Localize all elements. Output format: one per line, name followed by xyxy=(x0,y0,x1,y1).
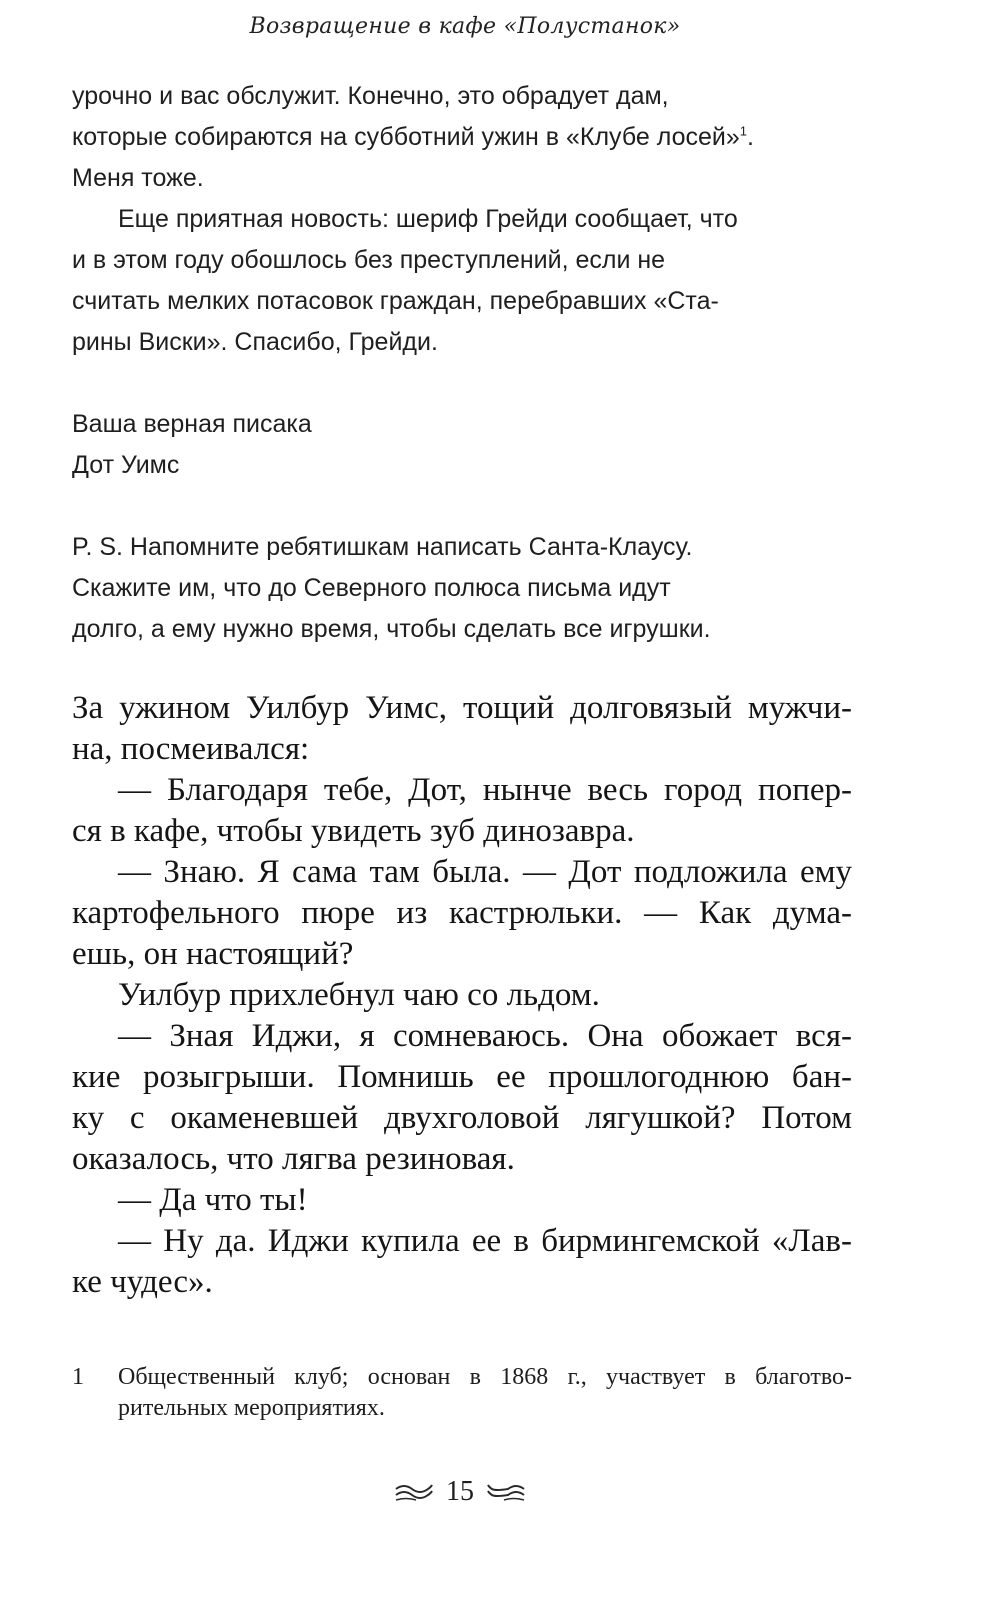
text-line: — Да что ты! xyxy=(118,1182,308,1218)
footnote-ref[interactable]: 1 xyxy=(739,123,748,139)
footnote xyxy=(72,1362,852,1424)
text-line: — Знаю. Я сама там была. — Дот подложила ему xyxy=(118,854,852,890)
text-line: долго, а ему нужно время, чтобы сделать все игрушки. xyxy=(72,615,711,643)
text-line: на, посмеивался: xyxy=(72,731,310,767)
signoff-text: Ваша верная писака xyxy=(72,410,312,438)
text-line: За ужином Уилбур Уимс, тощий долговязый мужчи- xyxy=(72,690,852,726)
right-wave-ornament-icon xyxy=(486,1481,526,1503)
text-line: P. S. Напомните ребятишкам написать Санта-Клаусу. xyxy=(72,533,693,561)
narrative-text xyxy=(72,688,852,1303)
text-line: Скажите им, что до Северного полюса письма идут xyxy=(72,574,671,602)
text-line: — Зная Иджи, я сомневаюсь. Она обожает вся- xyxy=(118,1018,852,1054)
text-line: Меня тоже. xyxy=(72,164,204,192)
page-number: 15 xyxy=(446,1476,474,1507)
footnote-number: 1 xyxy=(72,1364,84,1390)
text-line: — Благодаря тебе, Дот, нынче весь город попер- xyxy=(118,772,852,808)
text-line: которые собираются на субботний ужин в «Клубе лосей»$^1$. xyxy=(72,123,754,151)
text-line: и в этом году обошлось без преступлений, если не xyxy=(72,246,666,274)
text-line: картофельного пюре из кастрюльки. — Как дума- xyxy=(72,895,852,931)
text-line: Уилбур прихлебнул чаю со льдом. xyxy=(118,977,600,1013)
text-line: оказалось, что лягва резиновая. xyxy=(72,1141,515,1177)
text-line: — Ну да. Иджи купила ее в бирмингемской «Лав- xyxy=(118,1223,852,1259)
running-head: Возвращение в кафе «Полустанок» xyxy=(249,14,681,39)
text-line: ешь, он настоящий? xyxy=(72,936,354,972)
text-line: кие розыгрыши. Помнишь ее прошлогоднюю бан- xyxy=(72,1059,852,1095)
page-folio xyxy=(380,1472,540,1512)
left-wave-ornament-icon xyxy=(394,1481,434,1503)
letter-postscript xyxy=(72,527,852,650)
letter-signoff xyxy=(72,404,852,486)
text-line: ку с окаменевшей двухголовой лягушкой? Потом xyxy=(72,1100,852,1136)
letter-paragraph-2 xyxy=(72,199,852,363)
text-line: урочно и вас обслужит. Конечно, это обрадует дам, xyxy=(72,82,669,110)
text-line: рины Виски». Спасибо, Грейди. xyxy=(72,328,438,356)
text-line: ся в кафе, чтобы увидеть зуб динозавра. xyxy=(72,813,635,849)
footnote-text xyxy=(118,1362,852,1424)
footnote-line: рительных мероприятиях. xyxy=(118,1395,385,1421)
text-line: ке чудес». xyxy=(72,1264,213,1300)
text-line: считать мелких потасовок граждан, перебравших «Ста- xyxy=(72,287,719,315)
letter-paragraph-1 xyxy=(72,76,852,199)
footnote-line: Общественный клуб; основан в 1868 г., участвует в благотво- xyxy=(118,1364,852,1390)
text-line: Еще приятная новость: шериф Грейди сообщает, что xyxy=(118,205,738,233)
signature-text: Дот Уимс xyxy=(72,451,180,479)
